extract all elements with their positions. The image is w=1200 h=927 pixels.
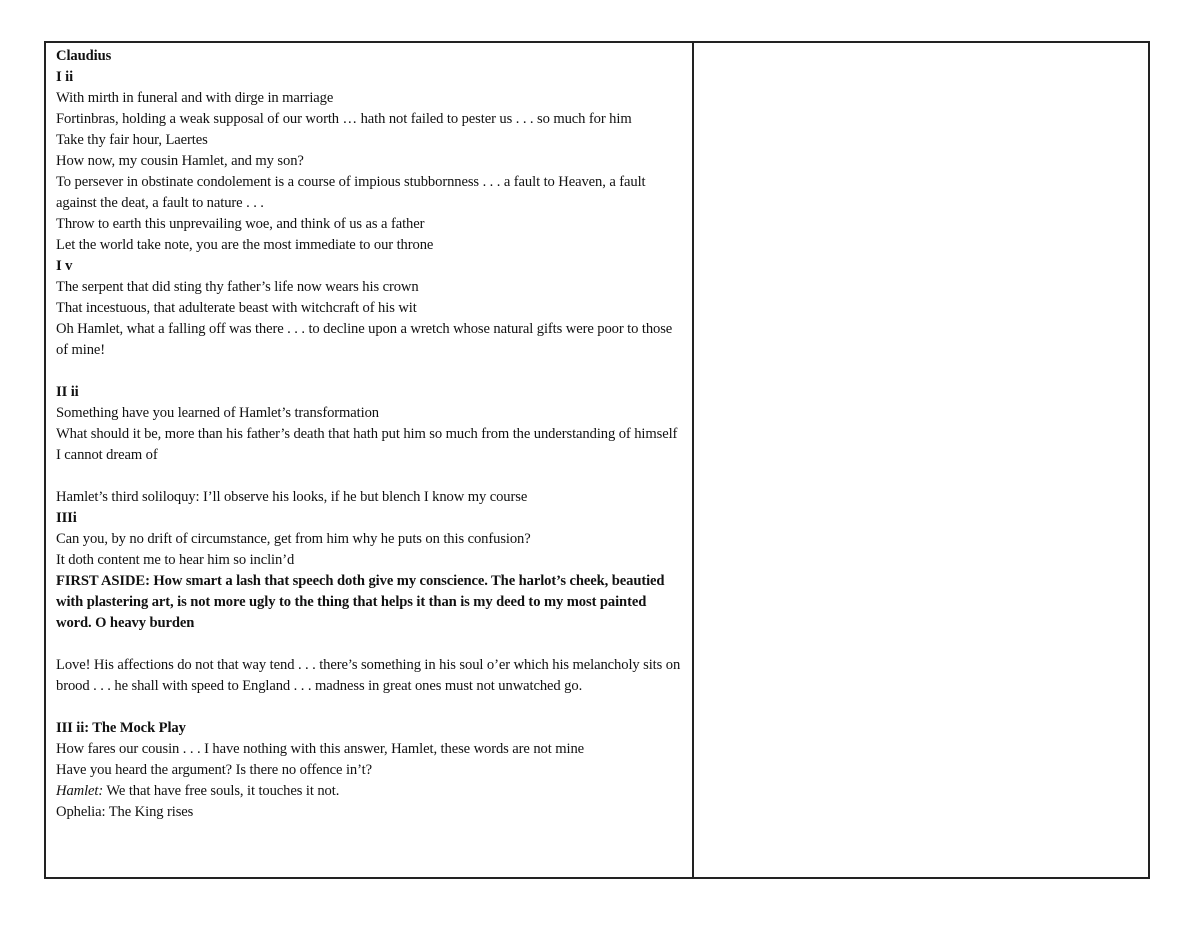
- speaker-line: [56, 781, 684, 802]
- quote-line: What should it be, more than his father’s death that hath put him so much from the understanding of himself I cannot dream of: [56, 426, 678, 463]
- quote-line: Can you, by no drift of circumstance, get from him why he puts on this confusion?: [56, 531, 531, 547]
- section-heading: III ii: The Mock Play: [56, 720, 186, 736]
- notes-table: [44, 41, 1150, 879]
- quote-line: Take thy fair hour, Laertes: [56, 132, 208, 148]
- speaker-text: We that have free souls, it touches it not.: [103, 783, 340, 799]
- quote-line: With mirth in funeral and with dirge in marriage: [56, 90, 334, 106]
- quote-line: The serpent that did sting thy father’s life now wears his crown: [56, 279, 419, 295]
- quote-line: How now, my cousin Hamlet, and my son?: [56, 153, 304, 169]
- quote-line: Something have you learned of Hamlet’s transformation: [56, 405, 379, 421]
- quote-line: It doth content me to hear him so inclin’d: [56, 552, 295, 568]
- quote-line: Oh Hamlet, what a falling off was there . . . to decline upon a wretch whose natural gifts were poor to those of mine!: [56, 321, 673, 358]
- blank-line: [56, 466, 684, 487]
- section-heading: FIRST ASIDE: How smart a lash that speech doth give my conscience. The harlot’s cheek, beautied with plastering art, is not more ugly to the thing that helps it than is my deed to my most painted word. O heavy burden: [56, 573, 665, 631]
- left-column-cell: [45, 42, 693, 878]
- blank-line: [56, 697, 684, 718]
- section-heading: II ii: [56, 384, 79, 400]
- blank-line: [56, 361, 684, 382]
- quote-line: Have you heard the argument? Is there no offence in’t?: [56, 762, 372, 778]
- quote-line: That incestuous, that adulterate beast with witchcraft of his wit: [56, 300, 417, 316]
- quote-line: Love! His affections do not that way tend . . . there’s something in his soul o’er which his melancholy sits on brood . . . he shall with speed to England . . . madness in great ones must not unwatched go.: [56, 657, 681, 694]
- quote-line: Ophelia: The King rises: [56, 804, 194, 820]
- quote-line: Let the world take note, you are the most immediate to our throne: [56, 237, 434, 253]
- quote-line: Fortinbras, holding a weak supposal of our worth … hath not failed to pester us . . . so much for him: [56, 111, 632, 127]
- speaker-name: Hamlet:: [56, 783, 104, 799]
- section-heading: I v: [56, 258, 73, 274]
- quote-line: To persever in obstinate condolement is a course of impious stubbornness . . . a fault to Heaven, a fault against the deat, a fault to nature . . .: [56, 174, 646, 211]
- quote-line: Throw to earth this unprevailing woe, and think of us as a father: [56, 216, 425, 232]
- section-heading: Claudius: [56, 48, 112, 64]
- quote-line: How fares our cousin . . . I have nothing with this answer, Hamlet, these words are not mine: [56, 741, 585, 757]
- quote-line: Hamlet’s third soliloquy: I’ll observe his looks, if he but blench I know my course: [56, 489, 528, 505]
- section-heading: IIIi: [56, 510, 77, 526]
- table-row: [45, 42, 1149, 878]
- right-column-cell: [693, 42, 1149, 878]
- section-heading: I ii: [56, 69, 74, 85]
- blank-line: [56, 634, 684, 655]
